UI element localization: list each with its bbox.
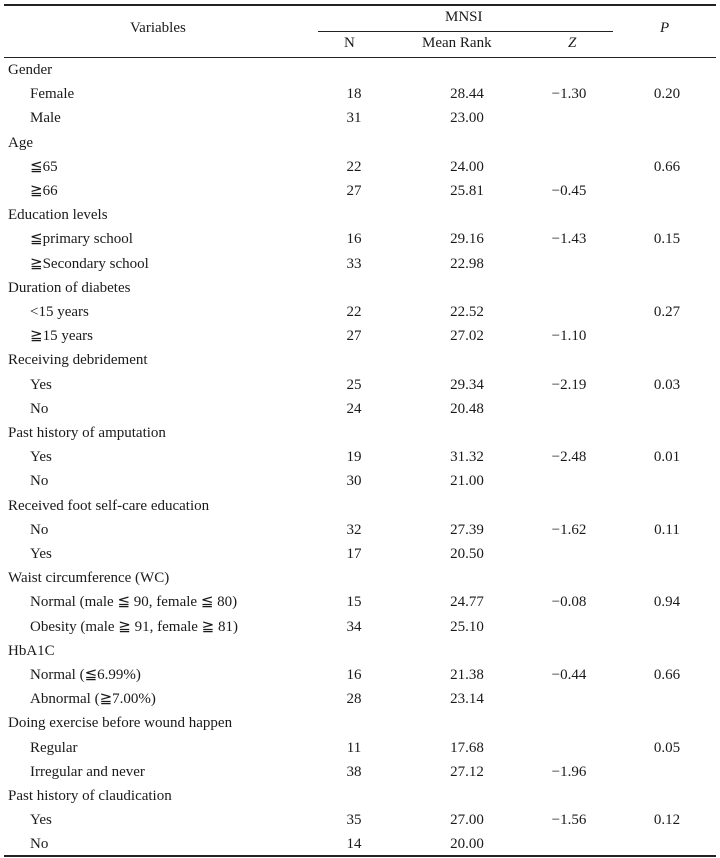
variable-cell: Yes xyxy=(30,449,52,466)
n-cell: 31 xyxy=(346,110,362,127)
mean-rank-cell: 24.77 xyxy=(450,594,484,611)
table-row xyxy=(4,469,716,493)
variable-cell: Yes xyxy=(30,546,52,562)
table-row xyxy=(4,227,716,251)
variable-cell: Received foot self-care education xyxy=(8,497,210,514)
n-cell: 16 xyxy=(346,231,362,248)
category-row xyxy=(4,711,716,735)
mean-rank-cell: 25.10 xyxy=(450,618,484,635)
n-cell: 27 xyxy=(346,328,362,345)
header-n: N xyxy=(344,35,355,51)
n-cell: 28 xyxy=(346,691,362,708)
table-row xyxy=(4,518,716,542)
p-cell: 0.20 xyxy=(653,86,681,103)
variable-cell: HbA1C xyxy=(8,642,55,659)
z-cell: −1.30 xyxy=(551,86,587,103)
variable-cell: Regular xyxy=(30,739,78,756)
table-row xyxy=(4,397,716,421)
variable-cell: Normal (male ≦ 90, female ≦ 80) xyxy=(30,594,238,611)
mean-rank-cell: 31.32 xyxy=(450,449,484,466)
z-cell: −1.96 xyxy=(551,763,587,780)
p-cell: 0.12 xyxy=(653,812,681,829)
variable-cell: Male xyxy=(30,110,61,127)
mean-rank-cell: 25.81 xyxy=(450,183,484,199)
category-row xyxy=(4,784,716,808)
table-row xyxy=(4,736,716,760)
n-cell: 15 xyxy=(346,594,362,611)
mean-rank-cell: 24.00 xyxy=(450,158,484,175)
variable-cell: ≧Secondary school xyxy=(30,255,149,272)
table-row xyxy=(4,373,716,397)
n-cell: 22 xyxy=(346,304,362,320)
p-cell: 0.94 xyxy=(653,594,681,611)
table-row xyxy=(4,179,716,203)
z-cell: −0.45 xyxy=(551,183,587,199)
top-rule xyxy=(4,4,716,6)
n-cell: 25 xyxy=(346,376,362,393)
z-cell: −1.62 xyxy=(551,521,587,538)
p-cell: 0.27 xyxy=(653,304,681,320)
variable-cell: Doing exercise before wound happen xyxy=(8,715,233,732)
mean-rank-cell: 22.52 xyxy=(450,304,484,320)
variable-cell: Irregular and never xyxy=(30,763,145,780)
n-cell: 33 xyxy=(346,255,362,272)
variable-cell: ≧66 xyxy=(30,183,58,199)
category-row xyxy=(4,276,716,300)
variable-cell: Past history of amputation xyxy=(8,425,166,441)
header-mnsi: MNSI xyxy=(445,9,483,25)
z-cell: −1.10 xyxy=(551,328,587,345)
variable-cell: Education levels xyxy=(8,207,108,224)
variable-cell: ≦65 xyxy=(30,158,58,175)
header-p: P xyxy=(660,20,670,36)
table-row xyxy=(4,324,716,348)
variable-cell: Waist circumference (WC) xyxy=(8,570,170,587)
table-row xyxy=(4,687,716,711)
variable-cell: Gender xyxy=(8,62,53,78)
p-cell: 0.03 xyxy=(653,376,681,393)
z-cell: −2.48 xyxy=(551,449,587,466)
mean-rank-cell: 17.68 xyxy=(450,739,484,756)
variable-cell: Receiving debridement xyxy=(8,352,148,369)
variable-cell: Yes xyxy=(30,376,52,393)
header-z: Z xyxy=(568,35,577,51)
table-row xyxy=(4,615,716,639)
n-cell: 27 xyxy=(346,183,362,199)
table-row xyxy=(4,300,716,324)
p-cell: 0.66 xyxy=(653,667,681,683)
n-cell: 30 xyxy=(346,473,362,490)
category-row xyxy=(4,348,716,372)
n-cell: 11 xyxy=(346,739,362,756)
n-cell: 14 xyxy=(346,836,362,853)
variable-cell: Obesity (male ≧ 91, female ≧ 81) xyxy=(30,618,238,635)
mnsi-rule xyxy=(318,31,613,32)
p-cell: 0.11 xyxy=(654,521,680,538)
bottom-rule xyxy=(4,855,716,857)
variable-cell: Past history of claudication xyxy=(8,788,172,804)
z-cell: −1.56 xyxy=(551,812,587,829)
mean-rank-cell: 28.44 xyxy=(450,86,484,103)
p-cell: 0.15 xyxy=(653,231,681,248)
p-cell: 0.01 xyxy=(653,449,681,466)
n-cell: 35 xyxy=(346,812,362,829)
mean-rank-cell: 29.16 xyxy=(450,231,484,248)
n-cell: 16 xyxy=(346,667,362,683)
variable-cell: Normal (≦6.99%) xyxy=(30,667,141,683)
table-row xyxy=(4,663,716,687)
header-mean-rank: Mean Rank xyxy=(422,35,492,51)
z-cell: −0.44 xyxy=(551,667,587,683)
mean-rank-cell: 27.02 xyxy=(450,328,484,345)
category-row xyxy=(4,421,716,445)
category-row xyxy=(4,58,716,82)
category-row xyxy=(4,566,716,590)
variable-cell: Abnormal (≧7.00%) xyxy=(30,691,156,708)
mean-rank-cell: 22.98 xyxy=(450,255,484,272)
n-cell: 34 xyxy=(346,618,362,635)
mean-rank-cell: 29.34 xyxy=(450,376,484,393)
z-cell: −0.08 xyxy=(551,594,587,611)
table-row xyxy=(4,590,716,614)
table-row xyxy=(4,542,716,566)
mean-rank-cell: 27.00 xyxy=(450,812,484,829)
variable-cell: Yes xyxy=(30,812,52,829)
category-row xyxy=(4,639,716,663)
n-cell: 22 xyxy=(346,158,362,175)
table-row xyxy=(4,82,716,106)
category-row xyxy=(4,131,716,155)
z-cell: −2.19 xyxy=(551,376,587,393)
variable-cell: ≧15 years xyxy=(30,328,93,345)
mean-rank-cell: 20.48 xyxy=(450,400,484,417)
variable-cell: Age xyxy=(8,134,33,151)
n-cell: 38 xyxy=(346,763,362,780)
table-row xyxy=(4,760,716,784)
variable-cell: No xyxy=(30,836,49,853)
variable-cell: Duration of diabetes xyxy=(8,279,131,296)
mean-rank-cell: 23.00 xyxy=(450,110,484,127)
mean-rank-cell: 23.14 xyxy=(450,691,484,708)
mean-rank-cell: 21.00 xyxy=(450,473,484,490)
table-row xyxy=(4,106,716,130)
mean-rank-cell: 27.39 xyxy=(450,521,484,538)
n-cell: 32 xyxy=(346,521,362,538)
table-row xyxy=(4,252,716,276)
variable-cell: No xyxy=(30,521,49,538)
header-variables: Variables xyxy=(130,20,186,36)
table-row xyxy=(4,832,716,856)
variable-cell: Female xyxy=(30,86,75,103)
table-row xyxy=(4,445,716,469)
category-row xyxy=(4,494,716,518)
table-row xyxy=(4,808,716,832)
table-row xyxy=(4,155,716,179)
mean-rank-cell: 27.12 xyxy=(450,763,484,780)
p-cell: 0.05 xyxy=(653,739,681,756)
mean-rank-cell: 20.50 xyxy=(450,546,484,562)
z-cell: −1.43 xyxy=(551,231,587,248)
category-row xyxy=(4,203,716,227)
n-cell: 18 xyxy=(346,86,362,103)
n-cell: 17 xyxy=(346,546,362,562)
mean-rank-cell: 20.00 xyxy=(450,836,484,853)
p-cell: 0.66 xyxy=(653,158,681,175)
variable-cell: No xyxy=(30,473,49,490)
n-cell: 24 xyxy=(346,400,362,417)
n-cell: 19 xyxy=(346,449,362,466)
variable-cell: ≦primary school xyxy=(30,231,133,248)
variable-cell: <15 years xyxy=(30,304,89,320)
variable-cell: No xyxy=(30,400,49,417)
mean-rank-cell: 21.38 xyxy=(450,667,484,683)
